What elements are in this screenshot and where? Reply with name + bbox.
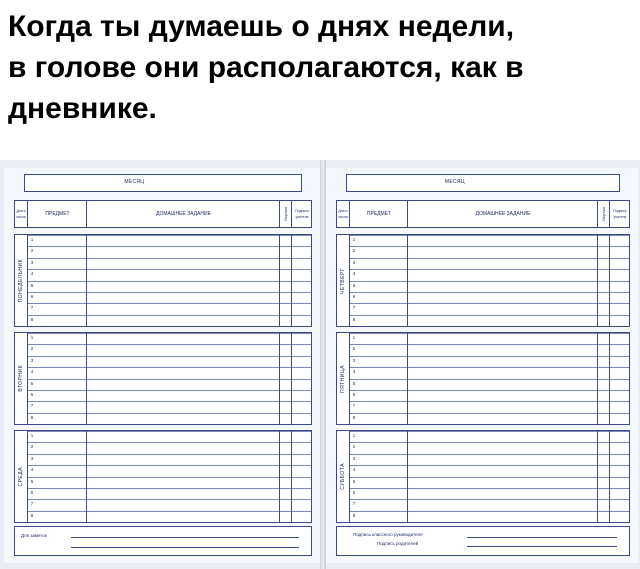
lesson-number: 3 (352, 455, 356, 461)
month-box (24, 174, 302, 192)
day-block (336, 234, 630, 327)
day-name: СРЕДА (18, 466, 24, 487)
day-name: ВТОРНИК (18, 365, 24, 392)
header-subject: ПРЕДМЕТ (349, 201, 408, 227)
diary-right-page (326, 168, 638, 563)
column-line (27, 431, 28, 522)
lesson-number: 4 (352, 271, 356, 277)
column-line (291, 333, 292, 424)
lesson-number: 5 (30, 380, 34, 386)
lesson-number: 2 (352, 444, 356, 450)
lesson-row (27, 315, 311, 327)
column-line (279, 235, 280, 326)
signature-line (467, 537, 617, 538)
footer-box (14, 526, 312, 556)
lesson-number: 7 (352, 501, 356, 507)
lesson-number: 1 (352, 433, 356, 438)
lesson-number: 3 (30, 259, 34, 265)
lesson-number: 8 (30, 316, 34, 322)
table-header (14, 200, 312, 228)
header-homework: ДОМАШНЕЕ ЗАДАНИЕ (407, 201, 598, 227)
column-line (597, 431, 598, 522)
column-line (407, 431, 408, 522)
month-label: МЕСЯЦ (444, 179, 465, 185)
lesson-number: 8 (352, 414, 356, 420)
lesson-row (349, 315, 629, 327)
month-label: МЕСЯЦ (124, 179, 145, 185)
lesson-number: 3 (352, 357, 356, 363)
lesson-row (349, 413, 629, 425)
lesson-number: 4 (30, 271, 34, 277)
header-grade-label: Оценка (283, 207, 288, 221)
lesson-number: 7 (352, 305, 356, 311)
header-homework: ДОМАШНЕЕ ЗАДАНИЕ (86, 201, 280, 227)
lesson-row (27, 413, 311, 425)
table-header (336, 200, 630, 228)
lesson-number: 7 (30, 403, 34, 409)
notes-label: Для заметок (21, 533, 47, 538)
day-name: СУББОТА (340, 463, 346, 490)
lesson-number: 6 (30, 391, 34, 397)
lesson-number: 1 (352, 237, 356, 242)
lesson-number: 5 (352, 282, 356, 288)
lesson-number: 5 (30, 478, 34, 484)
column-line (86, 333, 87, 424)
meme-caption (8, 6, 632, 129)
lesson-number: 7 (30, 305, 34, 311)
column-line (609, 235, 610, 326)
caption-line-1: Когда ты думаешь о днях недели, (8, 10, 515, 43)
parent-signature-label: Подпись родителей (377, 541, 419, 546)
caption-line-2: в голове они располагаются, как в (8, 51, 524, 84)
footer-box (336, 526, 630, 556)
lesson-number: 1 (30, 335, 34, 340)
lesson-number: 1 (30, 433, 34, 438)
column-line (349, 235, 350, 326)
lesson-number: 3 (30, 455, 34, 461)
lesson-number: 4 (30, 467, 34, 473)
column-line (279, 431, 280, 522)
day-name: ПЯТНИЦА (340, 364, 346, 393)
lesson-number: 4 (352, 467, 356, 473)
column-line (349, 431, 350, 522)
caption-line-3: дневнике. (8, 92, 157, 125)
header-subject: ПРЕДМЕТ (27, 201, 87, 227)
lesson-number: 2 (352, 248, 356, 254)
column-line (597, 333, 598, 424)
lesson-number: 1 (352, 335, 356, 340)
lesson-row (349, 511, 629, 523)
lesson-number: 6 (30, 489, 34, 495)
signature-line (467, 546, 617, 547)
lesson-number: 2 (30, 346, 34, 352)
lesson-number: 5 (30, 282, 34, 288)
column-line (86, 431, 87, 522)
day-name: ПОНЕДЕЛЬНИК (18, 258, 24, 303)
column-line (609, 333, 610, 424)
header-grade-label: Оценка (601, 207, 606, 221)
lesson-number: 3 (352, 259, 356, 265)
lesson-number: 6 (352, 489, 356, 495)
day-block (336, 332, 630, 425)
lesson-number: 8 (352, 512, 356, 518)
column-line (597, 235, 598, 326)
lesson-number: 5 (352, 380, 356, 386)
column-line (291, 235, 292, 326)
lesson-number: 7 (30, 501, 34, 507)
header-day-col: Дни и числа (338, 209, 348, 219)
lesson-number: 2 (352, 346, 356, 352)
lesson-number: 6 (352, 293, 356, 299)
lesson-row (27, 511, 311, 523)
diary-left-page (4, 168, 320, 563)
lesson-number: 4 (30, 369, 34, 375)
day-block (336, 430, 630, 523)
lesson-number: 5 (352, 478, 356, 484)
lesson-number: 6 (30, 293, 34, 299)
day-block (14, 234, 312, 327)
lesson-number: 1 (30, 237, 34, 242)
lesson-number: 8 (352, 316, 356, 322)
lesson-number: 8 (30, 512, 34, 518)
column-line (349, 333, 350, 424)
day-block (14, 332, 312, 425)
diary-photo (0, 160, 640, 569)
lesson-number: 3 (30, 357, 34, 363)
day-name: ЧЕТВЕРГ (340, 267, 346, 294)
header-signature: Подпись учителя (609, 201, 630, 227)
column-line (291, 431, 292, 522)
column-line (609, 431, 610, 522)
column-line (407, 235, 408, 326)
column-line (27, 235, 28, 326)
column-line (27, 333, 28, 424)
column-line (279, 333, 280, 424)
teacher-signature-label: Подпись классного руководителя (353, 532, 423, 537)
column-line (86, 235, 87, 326)
lesson-number: 8 (30, 414, 34, 420)
lesson-number: 7 (352, 403, 356, 409)
header-signature: Подпись учителя (291, 201, 312, 227)
notes-line (71, 537, 299, 538)
day-block (14, 430, 312, 523)
lesson-number: 4 (352, 369, 356, 375)
lesson-number: 6 (352, 391, 356, 397)
header-day-col: Дни и числа (16, 209, 26, 219)
lesson-number: 2 (30, 248, 34, 254)
notes-line (71, 547, 299, 548)
lesson-number: 2 (30, 444, 34, 450)
month-box (346, 174, 620, 192)
column-line (407, 333, 408, 424)
